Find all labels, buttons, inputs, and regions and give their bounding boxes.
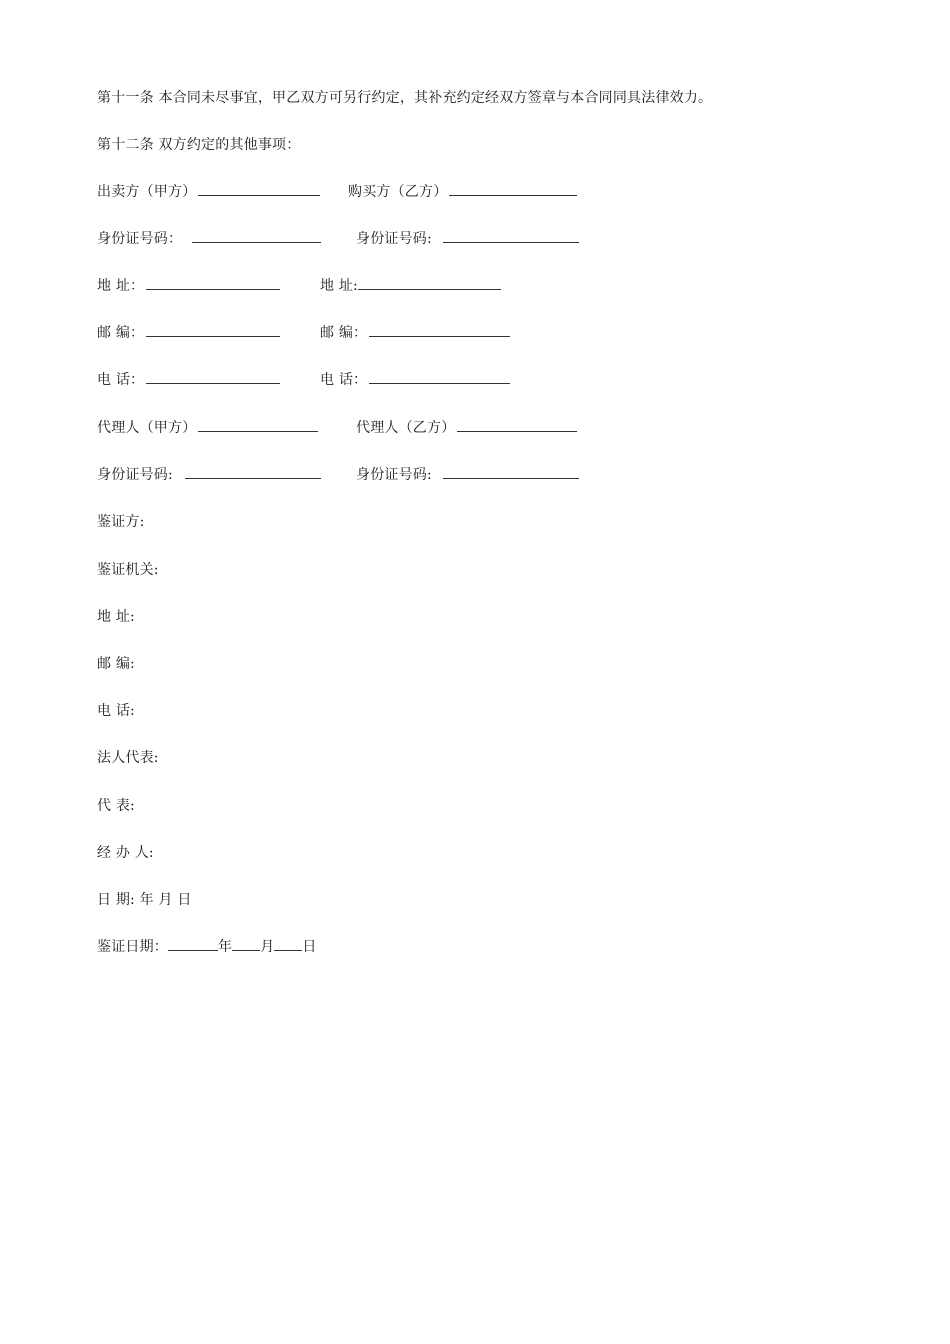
- notary-month-blank[interactable]: [232, 937, 260, 951]
- notary-address-line: [97, 607, 135, 627]
- notary-party-line: [97, 512, 145, 532]
- seller-postcode-field: [97, 323, 280, 343]
- notary-rep-label: 代 表:: [97, 798, 135, 814]
- seller-address-blank[interactable]: [146, 276, 280, 290]
- seller-postcode-blank[interactable]: [146, 323, 280, 337]
- notary-day-label: 日: [302, 939, 317, 955]
- notary-authority-label: 鉴证机关:: [97, 562, 159, 578]
- notary-party-label: 鉴证方:: [97, 514, 145, 530]
- buyer-id-blank[interactable]: [443, 229, 579, 243]
- seller-address-label: 地 址：: [97, 278, 145, 294]
- buyer-agent-label: 代理人（乙方）: [356, 420, 456, 436]
- seller-postcode-label: 邮 编：: [97, 325, 145, 341]
- agent-id-row: [97, 465, 857, 485]
- buyer-agent-id-blank-wrap: [441, 465, 579, 485]
- agent-row: [97, 418, 857, 438]
- notary-year-label: 年: [218, 939, 233, 955]
- seller-phone-label: 电 话：: [97, 372, 145, 388]
- buyer-field: [348, 182, 577, 202]
- seller-agent-id-blank-wrap: [183, 465, 321, 485]
- buyer-address-blank[interactable]: [358, 276, 501, 290]
- notary-sign-date-label: 鉴证日期：: [97, 939, 168, 955]
- notary-handler-label: 经 办 人:: [97, 845, 154, 861]
- buyer-postcode-label: 邮 编：: [320, 325, 368, 341]
- notary-rep-line: [97, 796, 135, 816]
- notary-month-label: 月: [260, 939, 275, 955]
- seller-blank[interactable]: [198, 182, 320, 196]
- notary-postcode-label: 邮 编:: [97, 656, 135, 672]
- clause-12: [97, 135, 300, 155]
- party-row: [97, 182, 857, 202]
- buyer-phone-field: [320, 370, 510, 390]
- buyer-phone-blank[interactable]: [369, 370, 510, 384]
- notary-authority-line: [97, 560, 159, 580]
- buyer-agent-field: [356, 418, 577, 438]
- buyer-blank[interactable]: [449, 182, 577, 196]
- seller-agent-field: [97, 418, 318, 438]
- clause-11-text: 第十一条 本合同未尽事宜，甲乙双方可另行约定，其补充约定经双方签章与本合同同具法律效力。: [97, 90, 713, 106]
- notary-postcode-line: [97, 654, 135, 674]
- notary-address-label: 地 址:: [97, 609, 135, 625]
- clause-11: [97, 88, 712, 108]
- buyer-label: 购买方（乙方）: [348, 184, 448, 200]
- seller-phone-blank[interactable]: [146, 370, 280, 384]
- address-row: [97, 276, 857, 296]
- seller-address-field: [97, 276, 280, 296]
- seller-agent-id-blank[interactable]: [185, 465, 321, 479]
- buyer-phone-label: 电 话：: [320, 372, 368, 388]
- buyer-id-label: 身份证号码:: [356, 231, 432, 247]
- seller-id-field: [97, 229, 182, 249]
- seller-id-label: 身份证号码：: [97, 231, 183, 247]
- buyer-address-field: [320, 276, 501, 296]
- seller-label: 出卖方（甲方）: [97, 184, 197, 200]
- buyer-address-label: 地 址:: [320, 278, 358, 294]
- notary-phone-label: 电 话:: [97, 703, 135, 719]
- seller-agent-label: 代理人（甲方）: [97, 420, 197, 436]
- buyer-id-blank-wrap: [441, 229, 579, 249]
- notary-legal-rep-label: 法人代表:: [97, 750, 159, 766]
- notary-legal-rep-line: [97, 748, 159, 768]
- seller-agent-id-label: 身份证号码:: [97, 467, 173, 483]
- buyer-postcode-blank[interactable]: [369, 323, 510, 337]
- buyer-postcode-field: [320, 323, 510, 343]
- buyer-agent-blank[interactable]: [457, 418, 577, 432]
- buyer-id-field: [356, 229, 432, 249]
- notary-date-label: 日 期: 年 月 日: [97, 892, 192, 908]
- seller-agent-id-field: [97, 465, 173, 485]
- notary-handler-line: [97, 843, 154, 863]
- postcode-row: [97, 323, 857, 343]
- buyer-agent-id-field: [356, 465, 432, 485]
- seller-phone-field: [97, 370, 280, 390]
- notary-day-blank[interactable]: [274, 937, 302, 951]
- notary-sign-date-line: [97, 937, 317, 957]
- notary-year-blank[interactable]: [168, 937, 218, 951]
- seller-id-blank-wrap: [190, 229, 321, 249]
- phone-row: [97, 370, 857, 390]
- buyer-agent-id-label: 身份证号码:: [356, 467, 432, 483]
- clause-12-text: 第十二条 双方约定的其他事项：: [97, 137, 301, 153]
- buyer-agent-id-blank[interactable]: [443, 465, 579, 479]
- seller-id-blank[interactable]: [192, 229, 321, 243]
- seller-agent-blank[interactable]: [198, 418, 318, 432]
- id-row: [97, 229, 857, 249]
- notary-date-line: [97, 890, 192, 910]
- notary-phone-line: [97, 701, 135, 721]
- seller-field: [97, 182, 320, 202]
